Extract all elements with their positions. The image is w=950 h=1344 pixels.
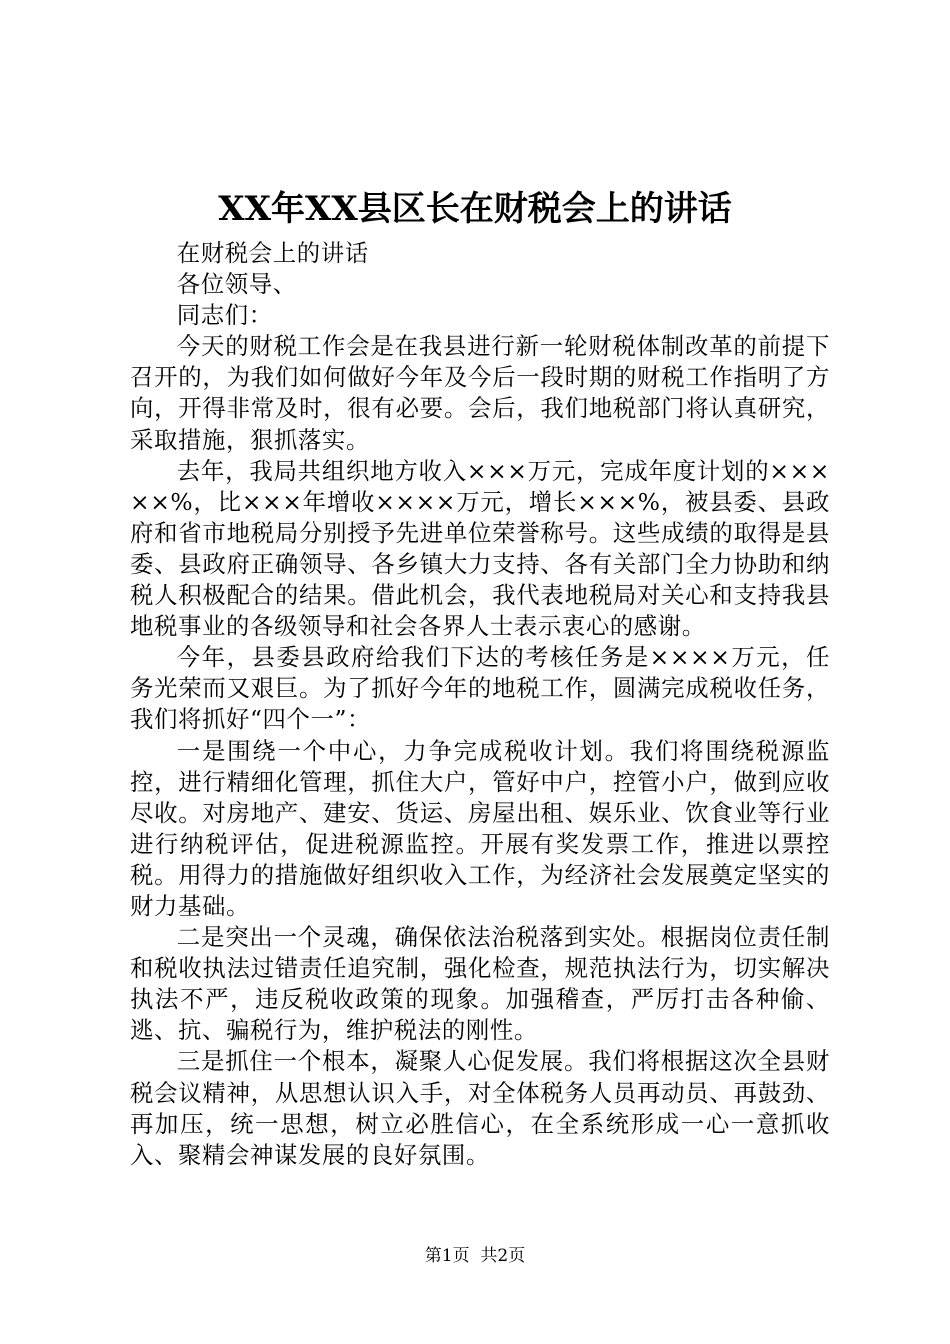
paragraph: 在财税会上的讲话 [176, 239, 369, 267]
paragraph: 去年，我局共组织地方收入×××万元，完成年度计划的×××××%，比×××年增收××××万元，增长×××%，被县委、县政府和省市地税局分别授予先进单位荣誉称号。这些成绩的取得是县委、县政府正确领导、各乡镇大力支持、各有关部门全力协助和纳税人积极配合的结果。借此机会，我代表地税局对关心和支持我县地税事业的各级领导和社会各界人士表示衷心的感谢。 [130, 456, 830, 641]
paragraph: 各位领导、 [176, 270, 297, 299]
paragraph: 同志们： [176, 301, 273, 330]
paragraph: 一是围绕一个中心，力争完成税收计划。我们将围绕税源监控，进行精细化管理，抓住大户，管好中户，控管小户，做到应收尽收。对房地产、建安、货运、房屋出租、娱乐业、饮食业等行业进行纳税评估，促进税源监控。开展有奖发票工作，推进以票控税。用得力的措施做好组织收入工作，为经济社会发展奠定坚实的财力基础。 [130, 736, 830, 920]
document-body [130, 238, 830, 1171]
paragraph: 二是突出一个灵魂，确保依法治税落到实处。根据岗位责任制和税收执法过错责任追究制，强化检查，规范执法行为，切实解决执法不严，违反税收政策的现象。加强稽查，严厉打击各种偷、逃、抗、骗税行为，维护税法的刚性。 [130, 923, 830, 1045]
paragraph: 三是抓住一个根本，凝聚人心促发展。我们将根据这次全县财税会议精神，从思想认识入手，对全体税务人员再动员、再鼓劲、再加压，统一思想，树立必胜信心，在全系统形成一心一意抓收入、聚精会神谋发展的良好氛围。 [130, 1047, 830, 1169]
paragraph: 今年，县委县政府给我们下达的考核任务是××××万元，任务光荣而又艰巨。为了抓好今年的地税工作，圆满完成税收任务，我们将抓好“四个一”： [130, 643, 830, 734]
page-footer: 第1页 共2页 [424, 1246, 526, 1266]
document-title: XX年XX县区长在财税会上的讲话 [218, 189, 732, 229]
paragraph: 今天的财税工作会是在我县进行新一轮财税体制改革的前提下召开的，为我们如何做好今年及今后一段时期的财税工作指明了方向，开得非常及时，很有必要。会后，我们地税部门将认真研究，采取措施，狠抓落实。 [130, 332, 830, 454]
